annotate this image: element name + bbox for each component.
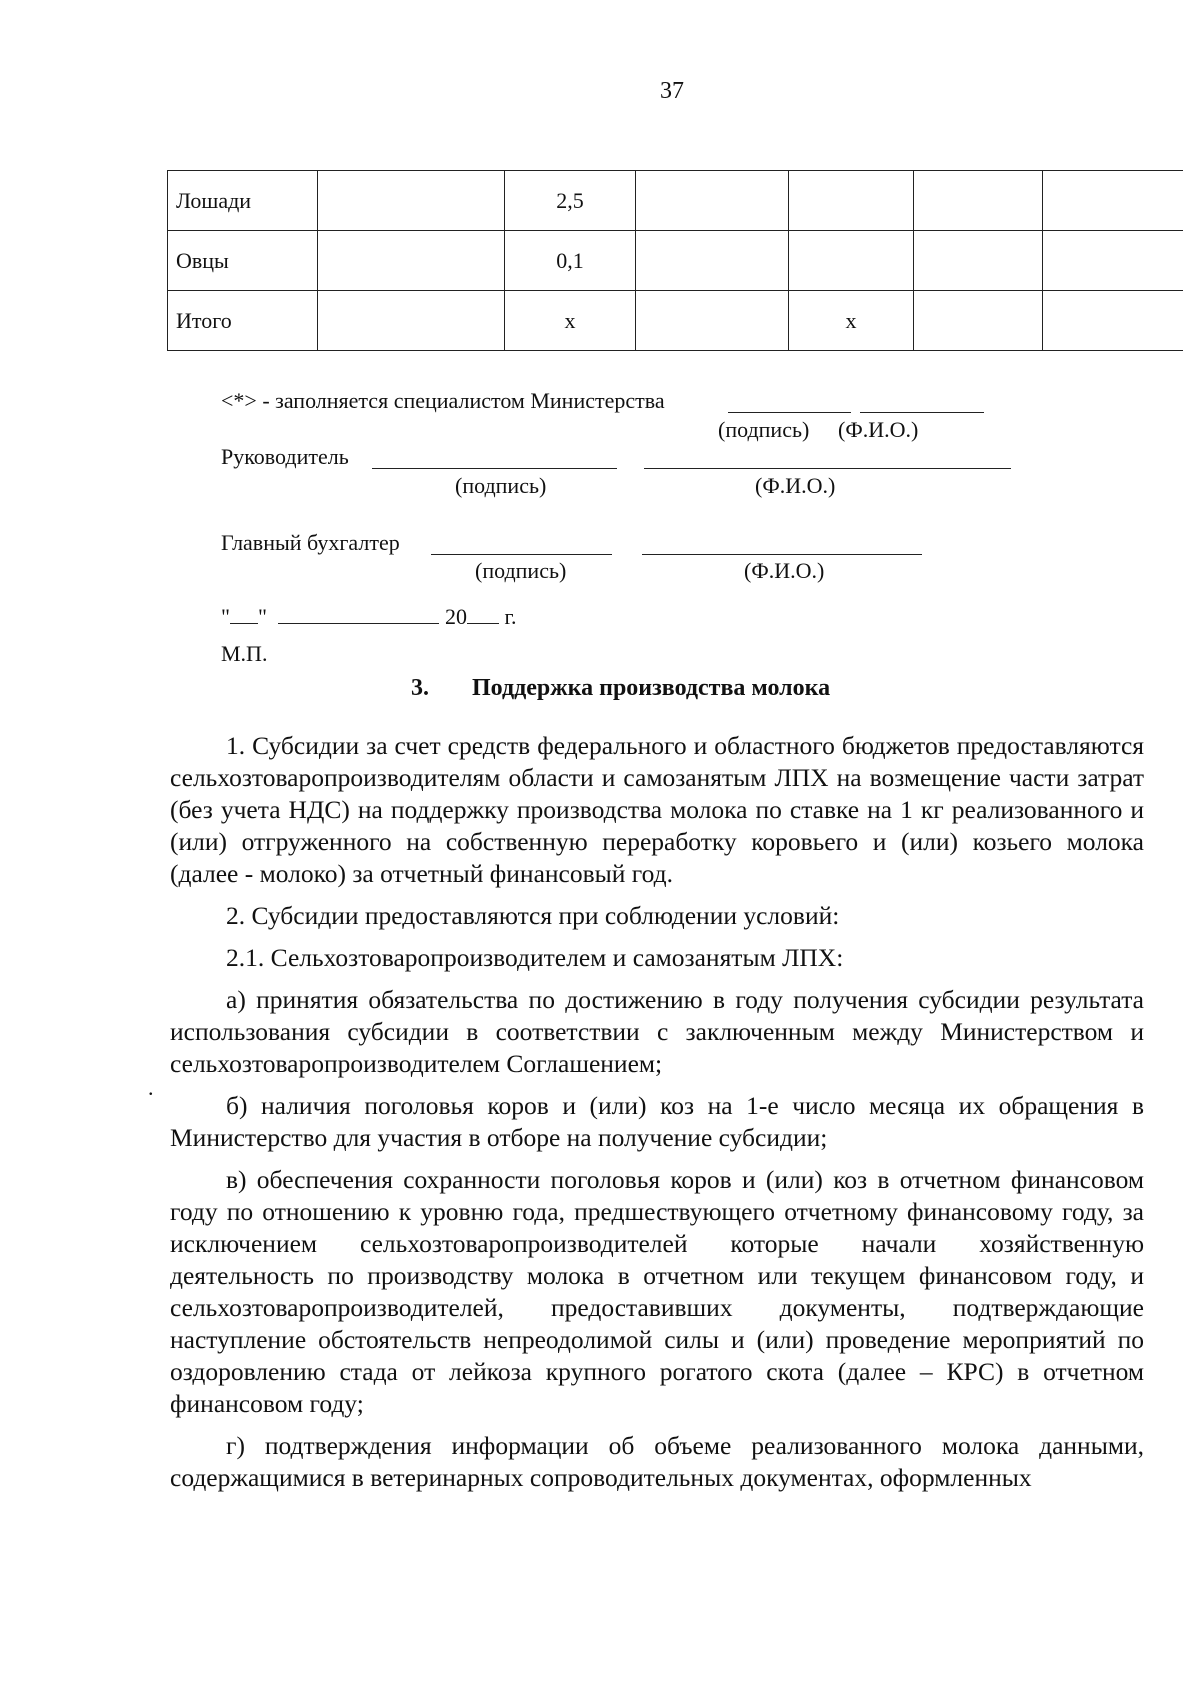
date-year-blank (467, 601, 499, 624)
table-cell (636, 231, 789, 291)
head-fio-line (644, 446, 1011, 469)
stamp-mark: М.П. (221, 641, 268, 666)
table-cell-rate: 0,1 (505, 231, 636, 291)
paragraph-2: 2. Субсидии предоставляются при соблюдении условий: (226, 901, 840, 930)
date-day-blank (230, 601, 258, 624)
accountant-sign-line (431, 532, 612, 555)
date-line (221, 601, 517, 630)
accountant-caption-sign: (подпись) (475, 558, 567, 583)
section-number: 3. (411, 675, 429, 701)
table-row (168, 231, 1184, 291)
paragraph-v: в) обеспечения сохранности поголовья коров и (или) коз в отчетном финансовом году по отношению к уровню года, предшествующего отчетному финансовому году, за исключением сельхозтоваропроизводителей которые начали хозяйственную деятельность по производству молока в отчетном или текущем финансовом году, и сельхозтоваропроизводителей, предоставивших документы, подтверждающие наступление обстоятельств непреодолимой силы и (или) проведение мероприятий по оздоровлению стада от лейкоза крупного рогатого скота (далее – КРС) в отчетном финансовом году; (170, 1165, 1144, 1418)
accountant-label: Главный бухгалтер (221, 530, 400, 555)
table-cell (789, 171, 914, 231)
table-cell (914, 291, 1043, 351)
ministry-note: <*> - заполняется специалистом Министерства (221, 388, 665, 413)
paragraph-1: 1. Субсидии за счет средств федерального и областного бюджетов предоставляются сельхозтоваропроизводителям области и самозанятым ЛПХ на возмещение части затрат (без учета НДС) на поддержку производства молока по ставке на 1 кг реализованного и (или) отгруженного на собственную переработку коровьего и (или) козьего молока (далее - молоко) за отчетный финансовый год. (170, 731, 1144, 888)
stray-mark: . (148, 1075, 154, 1100)
accountant-caption-fio: (Ф.И.О.) (744, 558, 825, 583)
table-cell-rate: х (505, 291, 636, 351)
table-cell (318, 171, 505, 231)
date-quote-close: " (257, 604, 267, 629)
table-cell (318, 291, 505, 351)
table-cell (914, 171, 1043, 231)
date-year-suffix: г. (504, 604, 517, 629)
table-cell-animal: Овцы (168, 231, 318, 291)
section-heading (411, 675, 830, 702)
ministry-caption-fio: (Ф.И.О.) (838, 417, 919, 442)
date-year-prefix: 20 (444, 604, 467, 629)
table-cell (1043, 171, 1184, 231)
head-sign-line (372, 446, 617, 469)
head-label: Руководитель (221, 444, 349, 469)
head-caption-fio: (Ф.И.О.) (755, 473, 836, 498)
livestock-table (167, 170, 1183, 351)
table-cell: х (789, 291, 914, 351)
section-title: Поддержка производства молока (472, 675, 831, 701)
head-caption-sign: (подпись) (455, 473, 547, 498)
paragraph-g: г) подтверждения информации об объеме реализованного молока данными, содержащимися в ветеринарных сопроводительных документах, оформленных (170, 1431, 1144, 1492)
table-cell (789, 231, 914, 291)
table-cell (1043, 291, 1184, 351)
body-text (170, 730, 1144, 1494)
table-row (168, 291, 1184, 351)
table-cell (318, 231, 505, 291)
table-cell (914, 231, 1043, 291)
ministry-sign-line (728, 390, 851, 413)
table-cell-rate: 2,5 (505, 171, 636, 231)
table-cell (1043, 231, 1184, 291)
ministry-caption-sign: (подпись) (718, 417, 810, 442)
table-row (168, 171, 1184, 231)
paragraph-a: а) принятия обязательства по достижению в году получения субсидии результата использования субсидии в соответствии с заключенным между Министерством и сельхозтоваропроизводителем Соглашением; (170, 985, 1144, 1078)
table-cell (636, 291, 789, 351)
table-cell-animal: Итого (168, 291, 318, 351)
ministry-note-line (221, 388, 665, 414)
page-number: 37 (660, 78, 684, 104)
date-quote-open: " (221, 604, 230, 629)
table-cell-animal: Лошади (168, 171, 318, 231)
accountant-fio-line (642, 532, 922, 555)
table-cell (636, 171, 789, 231)
paragraph-b: б) наличия поголовья коров и (или) коз на 1-е число месяца их обращения в Министерство для участия в отборе на получение субсидии; (170, 1091, 1144, 1152)
paragraph-2-1: 2.1. Сельхозтоваропроизводителем и самозанятым ЛПХ: (226, 943, 844, 972)
date-month-blank (278, 601, 439, 624)
ministry-fio-line (860, 390, 984, 413)
